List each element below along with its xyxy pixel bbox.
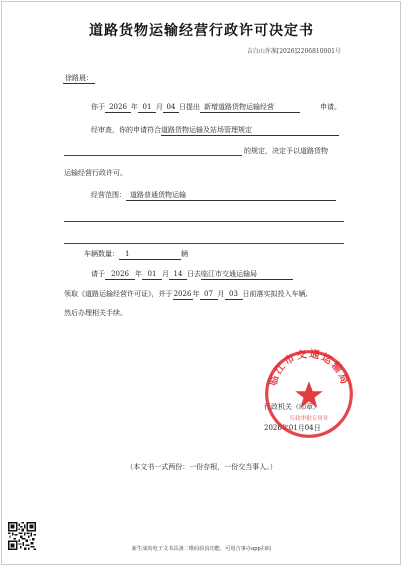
vehicle-unit: 辆 — [181, 250, 188, 258]
collection-line — [91, 269, 293, 280]
deadline-day: 03 — [225, 289, 243, 300]
regulation-name: 道路货物运输及站场管理规定 — [161, 125, 339, 136]
application-line — [91, 102, 341, 113]
copies-note: （本文书一式两份：一份存根，一份交当事人。） — [126, 463, 277, 471]
text: 日去 — [187, 270, 201, 278]
text: 年 — [192, 290, 200, 298]
vehicle-count — [84, 249, 188, 260]
verification-note: 新生成的电子文书具备二维码验真功能，可用吉事办app扫码 — [131, 546, 272, 552]
collection-office: 临江市交通运输局 — [201, 269, 293, 280]
text: 你于 — [91, 103, 105, 111]
application-item: 新增道路货物运输经营 — [200, 102, 300, 113]
review-line-2: 的规定，决定予以道路货物 — [244, 147, 328, 155]
document-page — [1, 1, 401, 565]
text: 经审查，你的申请符合 — [91, 126, 161, 134]
review-line — [91, 125, 339, 136]
text: 日前落实拟投入车辆, — [242, 290, 308, 298]
apply-day: 04 — [163, 102, 179, 113]
scope-line-2 — [64, 221, 344, 222]
document-number: 吉白山许准[2026]2206810001号 — [246, 48, 341, 55]
collection-line-2 — [64, 289, 308, 300]
deadline-year: 2026 — [173, 290, 192, 298]
seal-text: 临江市交通运输局 — [267, 348, 351, 388]
apply-year: 2026 — [105, 102, 131, 113]
text: 月 — [156, 103, 163, 111]
deadline-month: 07 — [200, 289, 218, 300]
business-scope — [91, 190, 336, 201]
text: 年 — [131, 103, 138, 111]
scope-label: 经营范围： — [91, 191, 126, 199]
collect-year: 2026 — [105, 269, 135, 280]
collection-line-3: 然后办理相关手续。 — [64, 309, 127, 317]
text: 年 — [135, 270, 142, 278]
text: 申请。 — [320, 103, 341, 111]
text: 领取《道路运输经营许可证》，并于 — [64, 290, 173, 298]
vehicle-value: 1 — [119, 249, 181, 260]
decision-date: 2026年01月04日 — [264, 424, 321, 432]
document-title: 道路货物运输经营行政许可决定书 — [89, 23, 314, 39]
text: 请于 — [91, 270, 105, 278]
scope-line-3 — [64, 243, 344, 244]
text: 日提出 — [179, 103, 200, 111]
apply-month: 01 — [138, 102, 156, 113]
recipient-label: 徐路晨： — [65, 74, 93, 82]
text: 月 — [162, 270, 169, 278]
vehicle-label: 车辆数量： — [84, 250, 119, 258]
seal-star-icon — [295, 381, 323, 408]
fill-line — [64, 155, 242, 156]
recipient-name — [63, 73, 95, 84]
text: 月 — [217, 290, 225, 298]
seal-subtext: 行政审批专用章 — [289, 415, 329, 422]
scope-value: 道路普通货物运输 — [126, 190, 336, 201]
official-seal — [263, 348, 355, 440]
review-line-3: 运输经营行政许可。 — [64, 169, 127, 177]
collect-day: 14 — [169, 269, 187, 280]
collect-month: 01 — [142, 269, 162, 280]
authority-signature: 行政机关（印章） — [264, 403, 320, 411]
